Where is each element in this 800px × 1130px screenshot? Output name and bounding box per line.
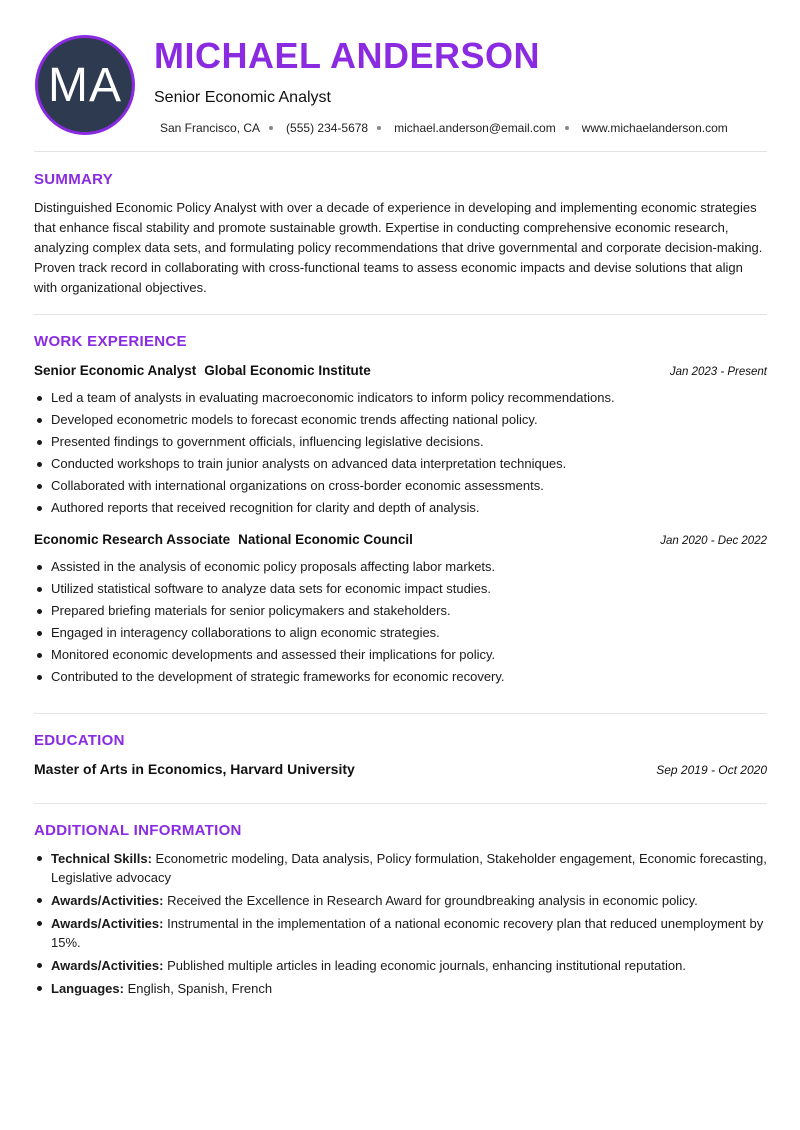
contact-email[interactable]: michael.anderson@email.com xyxy=(394,121,556,135)
resume-header xyxy=(34,0,767,152)
list-item xyxy=(34,891,767,910)
job-header xyxy=(34,362,767,381)
education-dates: Sep 2019 - Oct 2020 xyxy=(656,763,767,777)
separator-dot-icon xyxy=(377,126,381,130)
list-item xyxy=(34,914,767,952)
info-label: Awards/Activities: xyxy=(51,916,164,931)
info-label: Languages: xyxy=(51,981,124,996)
job-entry xyxy=(34,362,767,519)
job-company: National Economic Council xyxy=(238,532,413,547)
contact-location: San Francisco, CA xyxy=(160,121,261,135)
info-text: Published multiple articles in leading economic journals, enhancing institutional reputation. xyxy=(167,958,686,973)
info-text: Instrumental in the implementation of a national economic recovery plan that reduced unemployment by 15%. xyxy=(51,916,764,950)
candidate-name: MICHAEL ANDERSON xyxy=(154,35,541,76)
list-item: Led a team of analysts in evaluating macroeconomic indicators to inform policy recommendations. xyxy=(34,387,767,409)
summary-text: Distinguished Economic Policy Analyst with over a decade of experience in developing and implementing economic strategies that enhance fiscal stability and promote sustainable growth. Expertise in conducting comprehensive economic research, analyzing complex data sets, and formulating policy recommendations that drive governmental and corporate decision-making. Proven track record in collaborating with cross-functional teams to assess economic impacts and devise solutions that align with organizational objectives. xyxy=(34,200,763,295)
list-item: Contributed to the development of strategic frameworks for economic recovery. xyxy=(34,666,767,688)
list-item: Presented findings to government officials, influencing legislative decisions. xyxy=(34,431,767,453)
job-title: Senior Economic Analyst xyxy=(154,89,331,106)
separator-dot-icon xyxy=(269,126,273,130)
job-role: Senior Economic Analyst xyxy=(34,363,197,378)
list-item xyxy=(34,979,767,998)
info-text: English, Spanish, French xyxy=(127,981,273,996)
work-experience-section xyxy=(34,315,767,714)
section-heading: ADDITIONAL INFORMATION xyxy=(34,822,242,839)
contact-phone: (555) 234-5678 xyxy=(286,121,369,135)
list-item xyxy=(34,849,767,887)
summary-section xyxy=(34,152,767,315)
job-dates: Jan 2023 - Present xyxy=(669,366,767,378)
education-section xyxy=(34,714,767,804)
avatar: MA xyxy=(35,35,135,135)
list-item: Authored reports that received recognition for clarity and depth of analysis. xyxy=(34,497,767,519)
section-heading: EDUCATION xyxy=(34,732,125,749)
info-label: Technical Skills: xyxy=(51,851,152,866)
job-header xyxy=(34,531,767,550)
info-label: Awards/Activities: xyxy=(51,893,164,908)
job-entry xyxy=(34,531,767,688)
job-company: Global Economic Institute xyxy=(204,363,371,378)
list-item: Utilized statistical software to analyze data sets for economic impact studies. xyxy=(34,578,767,600)
section-heading: WORK EXPERIENCE xyxy=(34,333,187,350)
education-degree: Master of Arts in Economics, Harvard University xyxy=(34,761,355,777)
additional-info-list xyxy=(34,849,767,998)
contact-info xyxy=(160,120,728,136)
section-heading: SUMMARY xyxy=(34,171,114,188)
job-bullets xyxy=(34,387,767,519)
info-label: Awards/Activities: xyxy=(51,958,164,973)
education-entry xyxy=(34,759,767,780)
info-text: Received the Excellence in Research Award for groundbreaking analysis in economic policy. xyxy=(167,893,698,908)
info-text: Econometric modeling, Data analysis, Policy formulation, Stakeholder engagement, Economic forecasting, Legislative advocacy xyxy=(51,851,767,885)
list-item: Developed econometric models to forecast economic trends affecting national policy. xyxy=(34,409,767,431)
list-item: Prepared briefing materials for senior policymakers and stakeholders. xyxy=(34,600,767,622)
list-item xyxy=(34,956,767,975)
list-item: Assisted in the analysis of economic policy proposals affecting labor markets. xyxy=(34,556,767,578)
list-item: Engaged in interagency collaborations to align economic strategies. xyxy=(34,622,767,644)
list-item: Monitored economic developments and assessed their implications for policy. xyxy=(34,644,767,666)
additional-information-section xyxy=(34,804,767,998)
separator-dot-icon xyxy=(565,126,569,130)
job-role: Economic Research Associate xyxy=(34,532,231,547)
list-item: Conducted workshops to train junior analysts on advanced data interpretation techniques. xyxy=(34,453,767,475)
list-item: Collaborated with international organizations on cross-border economic assessments. xyxy=(34,475,767,497)
job-dates: Jan 2020 - Dec 2022 xyxy=(660,535,767,547)
job-bullets xyxy=(34,556,767,688)
contact-website[interactable]: www.michaelanderson.com xyxy=(581,121,728,135)
